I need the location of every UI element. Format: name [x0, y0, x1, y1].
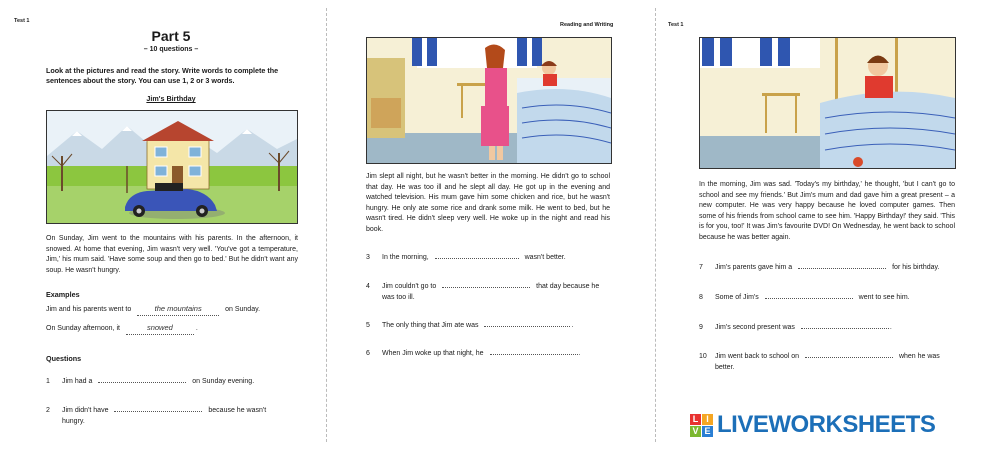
answer-input-4[interactable]	[442, 279, 530, 288]
answer-input-7[interactable]	[798, 260, 886, 269]
logo-letter-l: L	[690, 414, 701, 425]
part-title: Part 5	[151, 28, 191, 44]
page-divider-2	[655, 8, 656, 442]
example-1-answer: the mountains	[137, 304, 219, 316]
answer-input-2[interactable]	[114, 403, 202, 412]
question-9: 9 Jim's second present was .	[699, 320, 892, 334]
instructions: Look at the pictures and read the story. Write words to complete the sentences about the story. You can use 1, 2 or 3 words.	[46, 66, 279, 85]
logo-text: LIVEWORKSHEETS	[717, 411, 936, 438]
question-5: 5 The only thing that Jim ate was .	[366, 318, 573, 332]
questions-heading: Questions	[46, 354, 82, 363]
example-1: Jim and his parents went to the mountains on Sunday.	[46, 304, 260, 316]
story-title: Jim's Birthday	[146, 94, 196, 103]
story-part3: In the morning, Jim was sad. 'Today's my birthday,' he thought, 'but I can't go to school and see my friends.' But Jim's mum and dad gave him a great present – a new computer. He was very happy because he loved computer games. Then some of his friends from school came to see him. 'Happy Birthday!' they said. 'This is for you, too!' It was Jim's favourite DVD! On Wednesday, he went back to school because he was better again.	[699, 181, 955, 241]
example-2-answer: snowed	[126, 323, 194, 335]
answer-input-9[interactable]	[801, 320, 889, 329]
question-1: 1 Jim had a on Sunday evening.	[46, 374, 254, 388]
picture-jim-sad	[699, 37, 956, 169]
logo-letter-i: I	[702, 414, 713, 425]
liveworksheets-logo[interactable]	[690, 410, 935, 440]
question-4: 4 Jim couldn't go to that day because he was too ill.	[366, 279, 599, 303]
question-8: 8 Some of Jim's went to see him.	[699, 290, 910, 304]
answer-input-8[interactable]	[765, 290, 853, 299]
story-part1: On Sunday, Jim went to the mountains with his parents. In the afternoon, it snowed. At home that evening, Jim wasn't very well. 'You've got a temperature, Jim,' his mum said. 'Have some soup and then go to bed.' But he didn't want any soup. He wasn't hungry.	[46, 235, 298, 274]
picture-house-car	[46, 110, 298, 224]
section-header: Reading and Writing	[560, 22, 614, 28]
examples-heading: Examples	[46, 290, 80, 299]
answer-input-10[interactable]	[805, 349, 893, 358]
answer-input-6[interactable]	[490, 346, 578, 355]
example-2: On Sunday afternoon, it snowed .	[46, 323, 198, 335]
answer-input-1[interactable]	[98, 374, 186, 383]
question-6: 6 When Jim woke up that night, he .	[366, 346, 580, 360]
question-3: 3 In the morning, wasn't better.	[366, 250, 566, 264]
question-10: 10 Jim went back to school on when he was better.	[699, 349, 940, 373]
test-label: Test 1	[14, 18, 30, 24]
question-2: 2 Jim didn't have because he wasn't hungry.	[46, 403, 266, 427]
answer-input-5[interactable]	[484, 318, 570, 327]
logo-letter-e: E	[702, 426, 713, 437]
story-part2: Jim slept all night, but he wasn't better in the morning. He didn't go to school that day. He was too ill and he slept all day. He got up in the evening and watched television. His mum gave him some chicken and rice, but he wasn't hungry. He only ate some rice and drank some milk. He went to bed, but he wasn't tired. He didn't sleep very well. He woke up in the night and read his book.	[366, 173, 610, 233]
page-divider	[326, 8, 327, 442]
logo-letter-v: V	[690, 426, 701, 437]
test-label-right: Test 1	[668, 22, 684, 28]
question-7: 7 Jim's parents gave him a for his birthday.	[699, 260, 939, 274]
part-subtitle: – 10 questions –	[143, 46, 199, 53]
logo-mark-icon	[690, 414, 713, 437]
picture-mum-bedroom	[366, 37, 612, 164]
answer-input-3[interactable]	[435, 250, 519, 259]
